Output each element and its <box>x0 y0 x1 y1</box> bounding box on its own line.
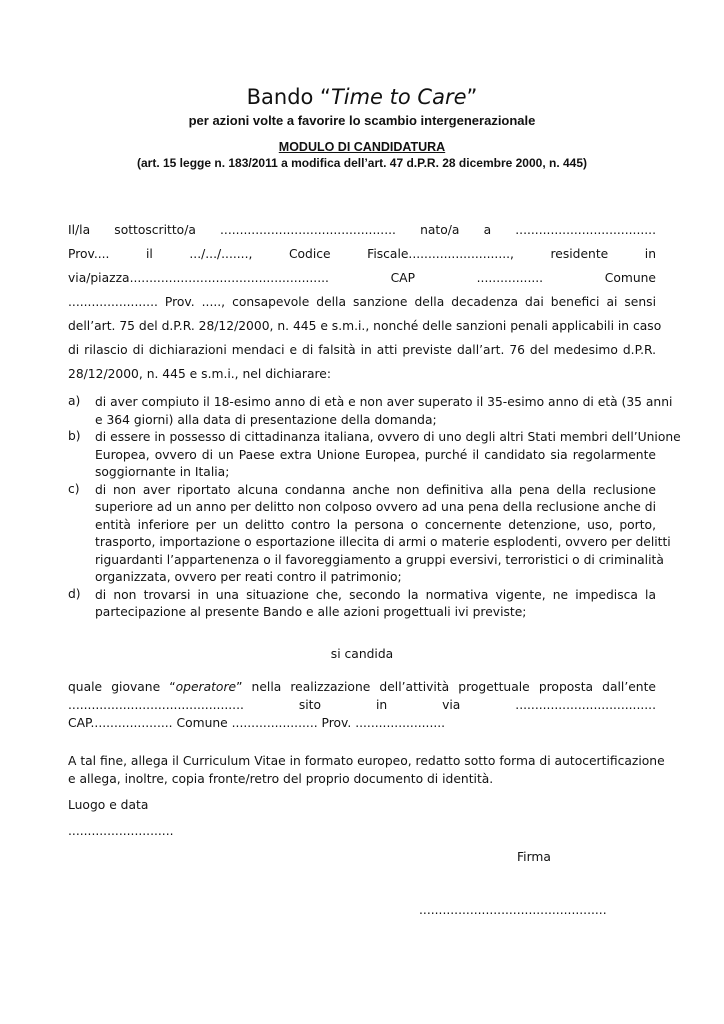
declaration-line: superiore ad un anno per delitto non colposo ovvero ad una pena della reclusione anche di <box>95 500 656 514</box>
declaration-item <box>68 429 681 482</box>
allega-line: A tal fine, allega il Curriculum Vitae in formato europeo, redatto sotto forma di autocertificazione <box>68 754 665 768</box>
declaration-line: soggiornante in Italia; <box>95 465 230 479</box>
intro-line: ....................... Prov. ....., consapevole della sanzione della decadenza dai benefici ai sensi <box>68 295 656 309</box>
intro-line: via/piazza................................................... CAP ................. Comune <box>68 271 656 285</box>
operatore-line: ............................................. sito in via .................................... <box>68 698 656 712</box>
form-name-text: MODULO DI CANDIDATURA <box>278 140 446 154</box>
declaration-label: a) <box>68 394 81 408</box>
intro-line: Prov.... il .../.../......., Codice Fiscale.........................., residente in <box>68 247 656 261</box>
page-title <box>0 84 724 110</box>
title-prefix: Bando “ <box>246 85 331 109</box>
declaration-line: trasporto, importazione o esportazione illecita di armi o materie esplodenti, ovvero per delitti <box>95 535 671 549</box>
declaration-label: c) <box>68 481 80 496</box>
declaration-item <box>68 587 656 622</box>
allega-line: e allega, inoltre, copia fronte/retro del proprio documento di identità. <box>68 772 494 786</box>
si-candida-heading: si candida <box>330 647 394 661</box>
declaration-line: di non trovarsi in una situazione che, secondo la normativa vigente, ne impedisca la <box>95 587 656 602</box>
intro-line: Il/la sottoscritto/a ............................................. nato/a a .................................... <box>68 223 656 237</box>
operatore-line <box>68 678 656 696</box>
operatore-italic: operatore <box>175 680 237 694</box>
intro-paragraph <box>68 218 662 386</box>
legal-reference: (art. 15 legge n. 183/2011 a modifica dell’art. 47 d.P.R. 28 dicembre 2000, n. 445) <box>137 156 587 170</box>
operatore-prefix: quale giovane “ <box>68 680 176 694</box>
declaration-line: di essere in possesso di cittadinanza italiana, ovvero di uno degli altri Stati membri dell’Unione <box>95 430 681 444</box>
page-subtitle: per azioni volte a favorire lo scambio intergenerazionale <box>188 113 536 128</box>
declaration-line: riguardanti l’appartenenza o il favoreggiamento a gruppi eversivi, terroristici o di criminalità <box>95 552 664 567</box>
intro-line: dell’art. 75 del d.P.R. 28/12/2000, n. 445 e s.m.i., nonché delle sanzioni penali applicabili in caso <box>68 319 662 333</box>
form-name <box>0 140 724 155</box>
luogo-data-label: Luogo e data <box>68 798 149 812</box>
declaration-item <box>68 394 673 429</box>
declaration-line: e 364 giorni) alla data di presentazione della domanda; <box>95 412 437 427</box>
declaration-line: di non aver riportato alcuna condanna anche non definitiva alla pena della reclusione <box>95 482 656 497</box>
operatore-line: CAP..................... Comune ...................... Prov. ....................... <box>68 716 446 730</box>
operatore-suffix: ” nella realizzazione dell’attività progettuale proposta dall’ente <box>236 680 656 694</box>
declaration-line: di aver compiuto il 18-esimo anno di età e non aver superato il 35-esimo anno di età (35 anni <box>95 395 673 409</box>
declaration-label: d) <box>68 586 81 601</box>
declaration-line: Europea, ovvero di un Paese extra Unione Europea, purché il candidato sia regolarmente <box>95 447 656 462</box>
declaration-label: b) <box>68 429 81 443</box>
declaration-line: partecipazione al presente Bando e alle azioni progettuali ivi previste; <box>95 605 527 619</box>
luogo-data-field[interactable]: ........................... <box>68 824 174 838</box>
title-italic: Time to Care <box>330 85 467 109</box>
firma-label: Firma <box>517 850 551 864</box>
intro-line: 28/12/2000, n. 445 e s.m.i., nel dichiarare: <box>68 367 332 381</box>
operatore-paragraph <box>68 678 656 732</box>
declaration-line: entità inferiore per un delitto contro la persona o concernente detenzione, uso, porto, <box>95 517 656 532</box>
firma-field[interactable]: ................................................ <box>419 903 607 917</box>
declaration-line: organizzata, ovvero per reati contro il patrimonio; <box>95 570 402 584</box>
declaration-item <box>68 481 671 587</box>
declarations-list <box>68 394 681 622</box>
intro-line: di rilascio di dichiarazioni mendaci e di falsità in atti previste dall’art. 76 del medesimo d.P.R. <box>68 343 656 357</box>
allega-paragraph <box>68 752 665 788</box>
title-suffix: ” <box>466 85 478 109</box>
